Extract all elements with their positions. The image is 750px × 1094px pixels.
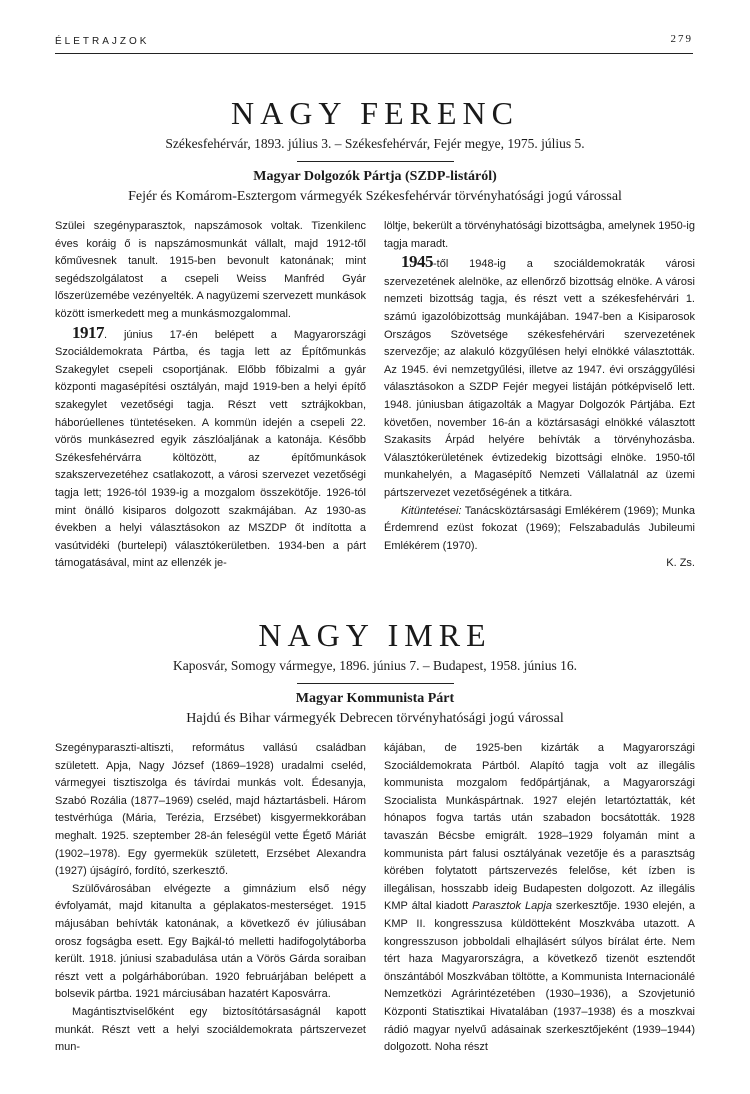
year-initial: 1917 bbox=[72, 322, 104, 342]
left-column bbox=[55, 740, 366, 1057]
paragraph-text: kájában, de 1925-ben kizárták a Magyarországi Szociáldemokrata Pártból. Alapító tagja volt az illegális kommunista mozgalom fedőpártjának, a Magyarországi Szocialista Munkáspártnak. 1927 elején letartóztatták, két hónapos fogva tartás után szabadon bocsátották. 1928 tavaszán Bécsbe emigrált. 1928–1929 folyamán mint a kommunista párt falusi osztályának vezetője és a parasztság körében folytatott pártszervezés felelőse, két ízben is illegálisan, hosszabb ideig Budapesten dolgozott. Az illegális KMP által kiadott bbox=[384, 742, 695, 913]
left-column bbox=[55, 218, 366, 573]
paragraph: Szülővárosában elvégezte a gimnázium első négy évfolyamát, majd kitanulta a géplakatos-mesterséget. 1915 májusában behívták katonának, a következő év júliusában orosz fogságba esett. Egy Bajkál-tó melletti hadifogolytáborba került. 1918. júniusi szabadulása után a Vörös Gárda soraiban részt vett a polgárháborúban. 1920 februárjában belépett a bolsevik pártba. 1921 márciusában hazatért Kaposvárra. bbox=[55, 882, 366, 1001]
separator-rule bbox=[297, 683, 454, 684]
paragraph: Szülei szegényparasztok, napszámosok voltak. Tizenkilenc éves koráig ő is napszámosmunkát vállalt, majd 1912-től kőművesnek tanult. 1915-ben bevonult katonának; mint segédszolgálatost a csepeli Weiss Manfréd Gyár lőszerüzemébe vezényelték. A nagyüzemi szervezett munkások között ismerkedett meg a munkásmozgalommal. bbox=[55, 220, 366, 320]
entry-district: Hajdú és Bihar vármegyék Debrecen törvényhatósági jogú várossal bbox=[186, 711, 564, 726]
paragraph-text: szerkesztője. 1930 elején, a KMP II. kongresszusa küldötteként Moszkvába utazott. A kongresszuson jobboldali elhajlásért súlyos bírálat érte. Nem tért haza Magyarországra, a következő tizenöt esztendőt önszántából Moszkvában töltötte, a Kommunista Internacionálé Nemzetközi Agrárintézetében (1930–1936), a Szovjetunió Központi Statisztikai Hivatalában (1937–1938) és a moszkvai rádió magyar nyelvű adásainak szerkesztőjeként (1939–1944) dolgozott. Noha részt bbox=[384, 900, 695, 1054]
publication-title: Parasztok Lapja bbox=[472, 900, 552, 913]
entry-dates: Székesfehérvár, 1893. július 3. – Székesfehérvár, Fejér megye, 1975. július 5. bbox=[165, 136, 585, 151]
awards-label: Kitüntetései: bbox=[401, 504, 462, 517]
right-column bbox=[384, 218, 695, 573]
running-head: ÉLETRAJZOK bbox=[55, 36, 150, 47]
entry-district: Fejér és Komárom-Esztergom vármegyék Székesfehérvár törvényhatósági jogú várossal bbox=[128, 189, 622, 204]
separator-rule bbox=[297, 161, 454, 162]
author-signature: K. Zs. bbox=[666, 557, 695, 570]
year-initial: 1945 bbox=[401, 252, 433, 272]
paragraph: Szegényparaszti-altiszti, református vallású családban született. Apja, Nagy József (1869–1928) uradalmi cseléd, vármegyei tisztiszolga és távírdai munkás volt. Édesanyja, Szabó Rozália (1877–1969) cseléd, majd háztartásbeli. Három testvérhúga (Mária, Terézia, Erzsébet) kisgyermekkorában meghalt. 1925. szeptember 28-án feleségül vette Égető Máriát (1902–1978). Egy gyermekük született, Erzsébet Alexandra (1927) újságíró, fordító, szerkesztő. bbox=[55, 742, 366, 878]
paragraph bbox=[384, 740, 695, 1057]
entry-name: NAGY IMRE bbox=[258, 617, 492, 653]
entry-body bbox=[55, 218, 695, 573]
paragraph bbox=[384, 253, 695, 502]
paragraph: löltje, bekerült a törvényhatósági bizottságba, amelynek 1950-ig tagja maradt. bbox=[384, 220, 695, 250]
awards-paragraph bbox=[384, 503, 695, 556]
paragraph bbox=[55, 324, 366, 573]
entry-body bbox=[55, 740, 695, 1057]
entry-dates: Kaposvár, Somogy vármegye, 1896. június 7. – Budapest, 1958. június 16. bbox=[172, 658, 578, 673]
entry-party: Magyar Kommunista Párt bbox=[295, 691, 455, 706]
paragraph-text: -től 1948-ig a szociáldemokraták városi szervezetének alelnöke, az ellenőrző bizottság elnöke. A városi nemzeti bizottság tagja, és részt vett a székesfehérvári 1. számú igazolóbizottság munkájában. 1947-ben a Kisiparosok Országos Szövetsége székesfehérvári szervezetének szervezője; az alakuló közgyűlésen helyi elnökké választották. Az 1945. évi nemzetgyűlési, illetve az 1947. évi országgyűlési választásokon a SZDP Fejér megyei listáján pótképviselő lett. 1948. júniusban átigazolták a Magyar Dolgozók Pártjába. Ezt követően, november 16-án a köztársasági elnökké választott Szakasits Árpád helyére behívták a törvényhozásba. Választókerületének évtizedekig bizottsági elnöke. 1950-től munkahelyén, a Magasépítő Nemzeti Vállalatnál az üzemi pártszervezet vezetőségének a titkára. bbox=[384, 258, 695, 499]
paragraph-text: . június 17-én belépett a Magyarországi Szociáldemokrata Pártba, és tagja lett az Építőmunkás Szakegylet csepeli csoportjának. Előbb főbizalmi a gyár központi magasépítési osztályán, majd 1919-ben a helyi építő szakegylet vezetőségi tagja. Részt vett sztrájkokban, háborúellenes tüntetéseken. A kommün idején a csepeli 22. vörös munkásezred egyik zászlóaljának a katonája. Később Székesfehérvárra költözött, az építőmunkások szakszervezetéhez csatlakozott, a városi szervezet vezetőségi tagja lett; 1926-tól 1939-ig a mozgalom összekötője. 1926-tól mint önálló kisiparos dolgozott szakmájában. Az 1930-as években a helyi választásokon az MSZDP őt indította a vasútvidéki (burtelepi) választókerületben. 1934-ben a párt támogatásával, mint az ellenzék je- bbox=[55, 328, 366, 570]
entry-header bbox=[0, 618, 750, 727]
awards-text: Tanácsköztársasági Emlékérem (1969); Munka Érdemrend ezüst fokozat (1969); Felszabadulás Jubileumi Emlékérem (1970). bbox=[384, 504, 695, 552]
entry-name: NAGY FERENC bbox=[231, 95, 519, 131]
right-column bbox=[384, 740, 695, 1057]
paragraph: Magántisztviselőként egy biztosítótársaságnál kapott munkát. Részt vett a helyi szociáldemokrata pártszervezet mun- bbox=[55, 1005, 366, 1054]
header-rule bbox=[55, 53, 693, 54]
page-number: 279 bbox=[670, 33, 693, 45]
entry-party: Magyar Dolgozók Pártja (SZDP-listáról) bbox=[253, 169, 497, 184]
entry-header bbox=[0, 96, 750, 205]
